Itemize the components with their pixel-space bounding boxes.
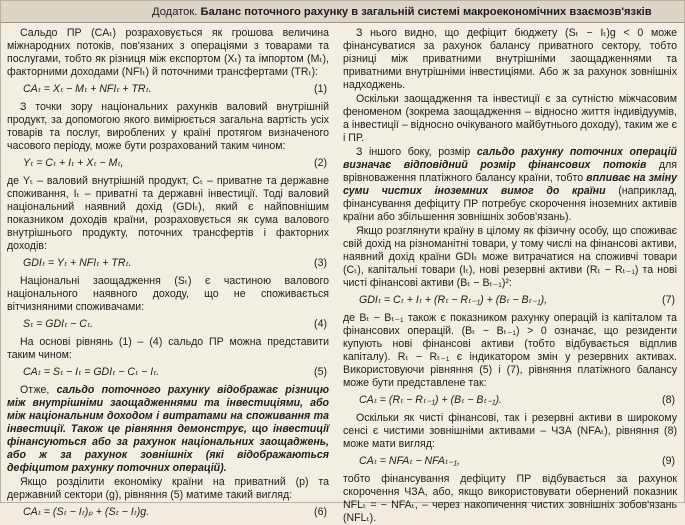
equation-number: (9) (662, 455, 675, 467)
equation-number: (3) (314, 257, 327, 269)
right-column (343, 27, 678, 524)
paragraph: де Yₜ – валовий внутрішній продукт, Cₜ – приватне та державне споживання, Iₜ – приватні та державні інвестиції. Тоді валовий національний наявний дохід (GDIₜ), який є найповнішим показником доходів країни, розраховується як сума валового внутрішнього продукту, поточних трансфертів і факторних доходів: (7, 175, 329, 252)
equation-number: (7) (662, 294, 675, 306)
equation-4 (7, 318, 329, 331)
paragraph: Оскільки як чисті фінансові, так і резервні активи в широкому сенсі є чистими зовнішніми активами – ЧЗА (NFAₜ), рівняння (8) може мати вигляд: (343, 412, 677, 450)
equation-number: (5) (314, 366, 327, 378)
paragraph: Якщо розглянути країну в цілому як фізичну особу, що споживає свій дохід на різноманітні товари, у тому числі на фінансові активи, наявний дохід країни GDIₜ може витрачатися на споживчі товари (Cₜ), капітальні товари (Iₜ), нові резервні активи (Rₜ − Rₜ₋₁) та нові чисті фінансові активи (Bₜ − Bₜ₋₁)²: (343, 225, 677, 289)
equation-text: CAₜ = (Rₜ − Rₜ₋₁) + (Bₜ − Bₜ₋₁). (359, 394, 502, 406)
paragraph-highlighted (343, 146, 677, 224)
emphasis-text: сальдо рахунку поточних операцій визначає відповідний розмір фінансових потоків (343, 146, 677, 171)
text: для врівноваження платіжного балансу країни, тобто (343, 159, 678, 184)
paragraph: Сальдо ПР (CAₜ) розраховується як грошова величина міжнародних потоків, пов'язаних з операціями з товарами та послугами, тобто як різниця між експортом (Xₜ) та імпортом (Mₜ), факторними доходами (NFIₜ) й поточними трансфертами (TRₜ): (7, 27, 329, 78)
paragraph: Національні заощадження (Sₜ) є частиною валового національного наявного доходу, що не споживається вітчизняними споживачами: (7, 275, 329, 313)
emphasis-text: сальдо поточного рахунку відображає різницю між внутрішніми заощадженнями та інвестиціями, або між національним доходом і витратами на споживання та інвестиції. Також це рівняння демонструє, що інвестиції фінансуються або за рахунок національних заощаджень, або ж за рахунок зовнішніх (які відображаються дефіцитом рахунку поточних операцій). (7, 384, 329, 474)
equation-7 (343, 294, 677, 307)
equation-6 (7, 506, 329, 519)
equation-8 (343, 394, 677, 407)
equation-number: (2) (314, 157, 327, 169)
equation-3 (7, 257, 329, 270)
paragraph: На основі рівнянь (1) – (4) сальдо ПР можна представити таким чином: (7, 336, 329, 361)
paragraph: де Bₜ − Bₜ₋₁ також є показником рахунку операцій із капіталом та фінансових операцій. (Bₜ − Bₜ₋₁) > 0 означає, що резиденти купують нові фінансові активи (тобто відбувається відплив капіталу). Rₜ − Rₜ₋₁ є індикатором змін у резервних активах. Використовуючи рівняння (5) і (7), рівняння платіжного балансу може бути представлене так: (343, 312, 677, 389)
equation-9 (343, 455, 677, 468)
equation-number: (8) (662, 394, 675, 406)
equation-number: (6) (314, 506, 327, 518)
equation-text: GDIₜ = Cₜ + Iₜ + (Rₜ − Rₜ₋₁) + (Bₜ − Bₜ₋₁), (359, 294, 548, 306)
paragraph: З нього видно, що дефіцит бюджету (Sₜ − Iₜ)g < 0 може фінансуватися за рахунок балансу приватного сектору, тобто різниці між приватними внутрішніми заощадженнями та приватними внутрішніми інвестиціями. Або ж за рахунок зовнішніх надходжень. (343, 27, 677, 91)
paragraph: Якщо розділити економіку країни на приватний (p) та державний сектори (g), рівняння (5) матиме такий вигляд: (7, 476, 329, 501)
equation-1 (7, 83, 329, 96)
equation-5 (7, 366, 329, 379)
text: (наприклад, фінансування дефіциту ПР потребує скорочення іноземних активів країни або збільшення зовнішніх зобов'язань). (343, 185, 677, 223)
text: Отже, (20, 384, 57, 396)
equation-number: (4) (314, 318, 327, 330)
appendix-heading: Баланс поточного рахунку в загальній системі макроекономічних взаємозв'язків (200, 6, 652, 18)
equation-text: CAₜ = (Sₜ − Iₜ)ₚ + (Sₜ − Iₜ)g. (23, 506, 150, 518)
paragraph-highlighted (7, 384, 329, 475)
appendix-label: Додаток. (152, 6, 198, 18)
emphasis-text: впливає на зміну суми чистих іноземних вимог до країни (343, 172, 677, 197)
equation-text: CAₜ = NFAₜ − NFAₜ₋₁, (359, 455, 460, 467)
appendix-title (1, 1, 684, 23)
equation-text: Sₜ = GDIₜ − Cₜ. (23, 318, 94, 330)
equation-number: (1) (314, 83, 327, 95)
paragraph: тобто фінансування дефіциту ПР відбувається за рахунок скорочення ЧЗА, або, якщо використовувати обернений показник NFLₜ = − NFAₜ, – через накопичення чистих зовнішніх зобов'язань (NFLₜ). (343, 473, 677, 524)
equation-2 (7, 157, 329, 170)
paragraph: Оскільки заощадження та інвестиції є за сутністю міжчасовим феноменом (зокрема заощадження – відносно життя індивідуумів, а інвестиції – відносно очікуваного майбутнього доходу), таким же є і ПР. (343, 93, 677, 144)
text: З іншого боку, розмір (356, 146, 477, 158)
equation-text: Yₜ = Cₜ + Iₜ + Xₜ − Mₜ, (23, 157, 124, 169)
equation-text: CAₜ = Xₜ − Mₜ + NFIₜ + TRₜ. (23, 83, 152, 95)
equation-text: GDIₜ = Yₜ + NFIₜ + TRₜ. (23, 257, 132, 269)
left-column (7, 27, 329, 518)
equation-text: CAₜ = Sₜ − Iₜ = GDIₜ − Cₜ − Iₜ. (23, 366, 160, 378)
paragraph: З точки зору національних рахунків валовий внутрішній продукт, за допомогою якого вимірюється загальна вартість усіх товарів та послуг, вироблених у країні протягом визначеного часового періоду, може бути розрахований таким чином: (7, 101, 329, 152)
